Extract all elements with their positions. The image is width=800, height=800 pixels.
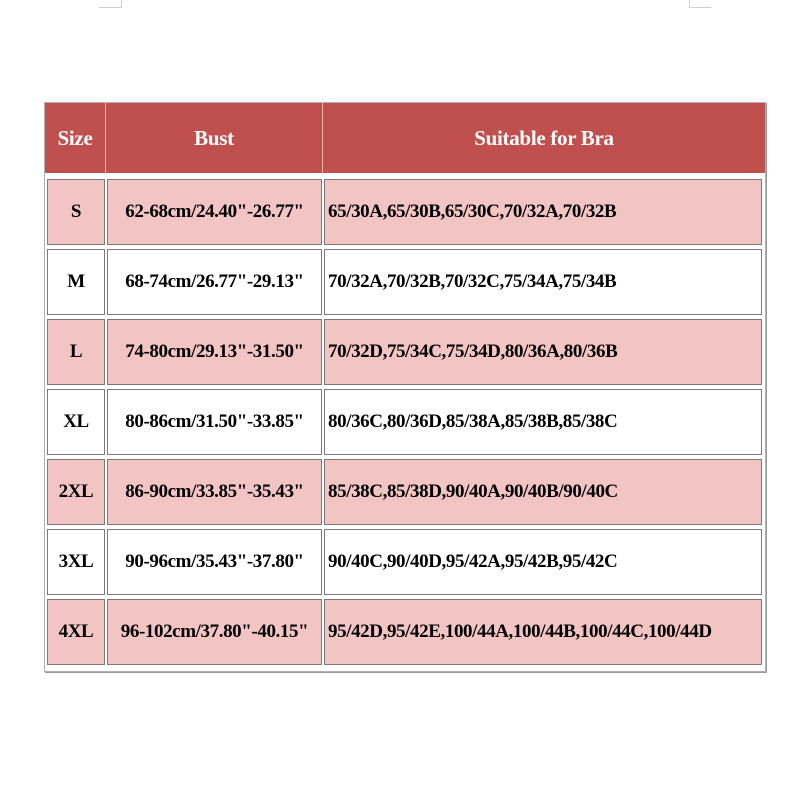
header-suitable-for-bra: Suitable for Bra bbox=[474, 125, 614, 150]
bra-cell: 90/40C,90/40D,95/42A,95/42B,95/42C bbox=[324, 529, 762, 595]
size-cell: XL bbox=[47, 389, 105, 455]
bust-cell: 68-74cm/26.77"-29.13" bbox=[107, 249, 322, 315]
bra-cell: 85/38C,85/38D,90/40A,90/40B/90/40C bbox=[324, 459, 762, 525]
bra-cell: 95/42D,95/42E,100/44A,100/44B,100/44C,100/44D bbox=[324, 599, 762, 665]
table-row bbox=[45, 319, 765, 389]
size-chart-table bbox=[44, 102, 766, 672]
header-size: Size bbox=[45, 103, 106, 173]
bra-cell: 80/36C,80/36D,85/38A,85/38B,85/38C bbox=[324, 389, 762, 455]
bust-cell: 96-102cm/37.80"-40.15" bbox=[107, 599, 322, 665]
bust-cell: 80-86cm/31.50"-33.85" bbox=[107, 389, 322, 455]
header-bust: Bust bbox=[106, 103, 323, 173]
crop-mark-left bbox=[121, 0, 122, 8]
table-row bbox=[45, 389, 765, 459]
crop-mark-right bbox=[689, 0, 690, 8]
bust-cell: 74-80cm/29.13"-31.50" bbox=[107, 319, 322, 385]
table-header-row bbox=[45, 103, 765, 173]
table-row bbox=[45, 179, 765, 249]
table-row bbox=[45, 249, 765, 319]
table-row bbox=[45, 459, 765, 529]
size-cell: S bbox=[47, 179, 105, 245]
size-cell: 2XL bbox=[47, 459, 105, 525]
size-cell: 4XL bbox=[47, 599, 105, 665]
bra-cell: 70/32D,75/34C,75/34D,80/36A,80/36B bbox=[324, 319, 762, 385]
bust-cell: 86-90cm/33.85"-35.43" bbox=[107, 459, 322, 525]
bra-cell: 65/30A,65/30B,65/30C,70/32A,70/32B bbox=[324, 179, 762, 245]
size-cell: 3XL bbox=[47, 529, 105, 595]
size-cell: L bbox=[47, 319, 105, 385]
size-cell: M bbox=[47, 249, 105, 315]
bust-cell: 90-96cm/35.43"-37.80" bbox=[107, 529, 322, 595]
table-row bbox=[45, 599, 765, 669]
bust-cell: 62-68cm/24.40"-26.77" bbox=[107, 179, 322, 245]
bra-cell: 70/32A,70/32B,70/32C,75/34A,75/34B bbox=[324, 249, 762, 315]
table-row bbox=[45, 529, 765, 599]
